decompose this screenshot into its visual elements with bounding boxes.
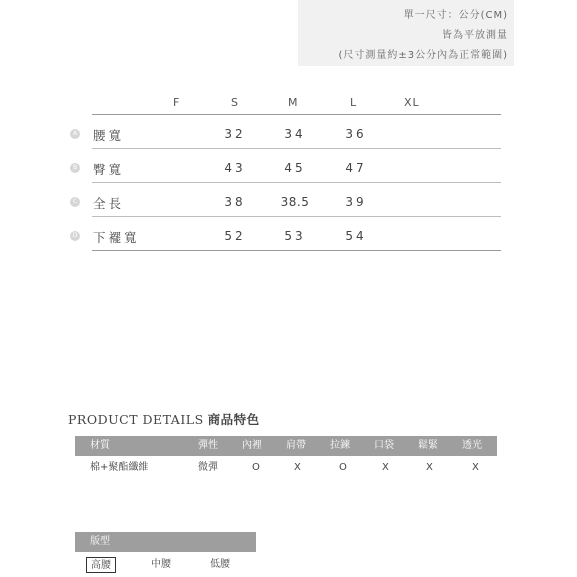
feature-header-material: 材質 (90, 440, 110, 451)
feature-value-stretch: 微彈 (198, 462, 218, 473)
table-divider (92, 148, 501, 149)
row-label-length: 全長 (93, 196, 125, 211)
feature-header-stretch: 彈性 (198, 440, 218, 451)
cell-waist-m: 34 (284, 127, 306, 141)
row-badge-a: A (70, 129, 80, 139)
feature-value-sheer: X (472, 462, 479, 473)
feature-header-zipper: 拉鍊 (330, 440, 350, 451)
feature-header-straps: 肩帶 (286, 440, 306, 451)
size-header-l: L (350, 96, 358, 109)
row-badge-c: C (70, 197, 80, 207)
size-header-s: S (231, 96, 239, 109)
size-header-f: F (173, 96, 181, 109)
row-label-hem: 下襬寬 (93, 230, 140, 245)
table-divider (92, 182, 501, 183)
size-header-m: M (288, 96, 299, 109)
fit-label: 版型 (90, 536, 110, 547)
cell-waist-s: 32 (224, 127, 246, 141)
fit-option-high: 高腰 (86, 557, 116, 573)
size-table (0, 0, 577, 260)
table-divider (92, 216, 501, 217)
row-label-waist: 腰寬 (93, 128, 125, 143)
feature-value-material: 棉+聚酯纖維 (90, 462, 149, 473)
row-badge-d: D (70, 231, 80, 241)
cell-hem-l: 54 (345, 229, 367, 243)
cell-length-s: 38 (224, 195, 246, 209)
feature-header-pockets: 口袋 (374, 440, 394, 451)
size-header-xl: XL (404, 96, 420, 109)
feature-value-zipper: O (339, 462, 347, 473)
cell-length-l: 39 (345, 195, 367, 209)
cell-waist-l: 36 (345, 127, 367, 141)
row-badge-b: B (70, 163, 80, 173)
feature-header-lining: 內裡 (242, 440, 262, 451)
cell-hem-s: 52 (224, 229, 246, 243)
details-title-zh: 商品特色 (207, 412, 260, 427)
features-value-row (75, 458, 497, 478)
row-label-hip: 臀寬 (93, 162, 125, 177)
fit-option-low: 低腰 (210, 559, 230, 570)
feature-value-elastic: X (426, 462, 433, 473)
details-title-en: PRODUCT DETAILS (68, 412, 204, 427)
cell-hem-m: 53 (284, 229, 306, 243)
details-title (68, 410, 260, 428)
cell-hip-l: 47 (345, 161, 367, 175)
feature-header-sheer: 透光 (462, 440, 482, 451)
features-header-row (75, 436, 497, 456)
cell-length-m: 38.5 (280, 195, 310, 209)
cell-hip-m: 45 (284, 161, 306, 175)
fit-option-mid: 中腰 (151, 559, 171, 570)
measure-note: 皆為平放測量 (442, 30, 508, 41)
table-divider (92, 250, 501, 251)
unit-note: 單一尺寸：公分(CM) (403, 10, 508, 21)
fit-header (75, 532, 256, 552)
table-divider (92, 114, 501, 115)
feature-value-lining: O (252, 462, 260, 473)
feature-value-straps: X (294, 462, 301, 473)
feature-value-pockets: X (382, 462, 389, 473)
cell-hip-s: 43 (224, 161, 246, 175)
tolerance-note: (尺寸測量約±3公分內為正常範圍) (338, 50, 508, 61)
feature-header-elastic: 鬆緊 (418, 440, 438, 451)
